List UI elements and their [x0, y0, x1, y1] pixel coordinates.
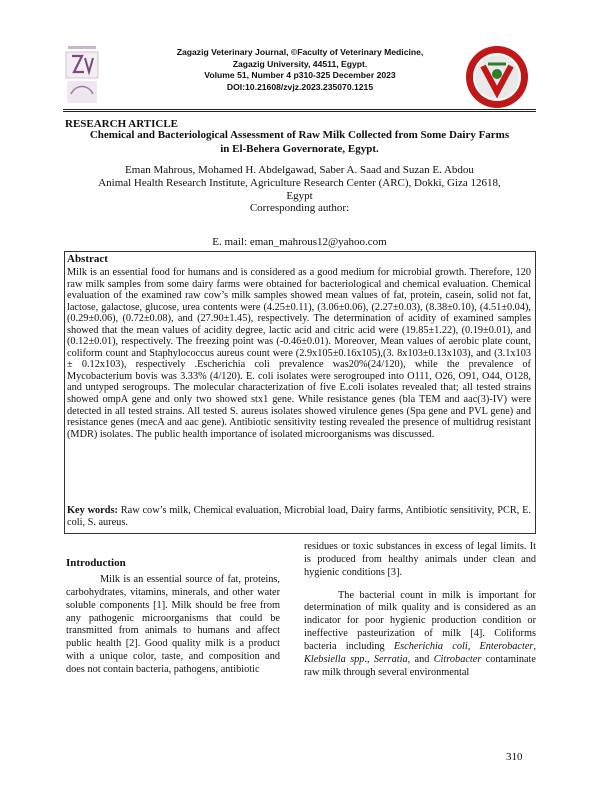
journal-header-line1: Zagazig Veterinary Journal, ©Faculty of Veterinary Medicine, [176, 47, 424, 57]
author-email: E. mail: eman_mahrous12@yahoo.com [212, 236, 387, 248]
authors: Eman Mahrous, Mohamed H. Abdelgawad, Saber A. Saad and Suzan E. Abdou [125, 164, 474, 176]
header-rule-bottom [63, 111, 536, 112]
faculty-crest-logo [458, 44, 536, 110]
intro-p2-sep1: , [467, 640, 480, 652]
intro-right-paragraph2 [304, 590, 536, 680]
introduction-left-column: Milk is an essential source of fat, proteins, carbohydrates, vitamins, minerals, and other water soluble components [1]. Milk should be free from any pathogenic microorganisms that could be transmitted from animals to humans and affect public health [2]. Good quality milk is a product with a unique color, taste, and composition and does not contain bacteria, pathogens, antibiotic [66, 574, 280, 675]
introduction-heading: Introduction [66, 557, 126, 569]
keywords-text: Raw cow’s milk, Chemical evaluation, Microbial load, Dairy farms, Antibiotic sensitivity, PCR, E. coli, S. aureus. [67, 505, 531, 528]
header-rule-top [63, 109, 536, 110]
affiliation-line1: Animal Health Research Institute, Agriculture Research Center (ARC), Dokki, Giza 12618, [98, 176, 501, 189]
corresponding-author: Corresponding author: [249, 202, 350, 215]
intro-p2-tail: contaminate raw milk through several environmental [304, 653, 536, 678]
introduction-right-column [304, 541, 536, 679]
author-block [63, 164, 536, 215]
page-number: 310 [506, 751, 523, 763]
species-klebsiella: Klebsiella spp [304, 653, 365, 665]
journal-header-line3: Volume 51, Number 4 p310-325 December 2023 [204, 70, 396, 81]
zvj-journal-logo-icon [64, 44, 100, 106]
species-serratia: Serratia [373, 653, 408, 665]
species-enterobacter: Enterobacter [479, 640, 534, 652]
intro-p2-sep2: , [533, 640, 537, 652]
intro-right-paragraph1: residues or toxic substances in excess of legal limits. It is produced from healthy animals under clean and hygienic conditions [3]. [304, 541, 536, 578]
keywords [67, 505, 531, 528]
affiliation-line2: Egypt [286, 189, 313, 202]
journal-header-line4: DOI:10.21608/zvjz.2023.235070.1215 [226, 81, 374, 92]
species-citrobacter: Citrobacter [433, 653, 482, 665]
intro-p2-sep4: , and [407, 653, 434, 665]
article-title-line2: in El-Behera Governorate, Egypt. [220, 142, 379, 155]
journal-header-line2: Zagazig University, 44511, Egypt. [232, 58, 368, 69]
abstract-text: Milk is an essential food for humans and is considered as a good medium for microbial growth. Therefore, 120 raw milk samples from some dairy farms were obtained for bacteriological and chemical evaluation. Chemical evaluation of the examined raw cow’s milk samples showed mean values of fat, protein, casein, solid not fat, lactose, galactose, glucose, urea contents were (4.25±0.11), (3.06±0.06), (2.27±0.03), (8.38±0.10), (4.51±0.04), (0.29±0.06), (0.72±0.08), and (27.90±1.45), respectively. The determination of acidity of examined samples showed that the mean values of acidity degree, lactic acid and citric acid were (19.85±1.22), (0.19±0.01), and (0.12±0.01), respectively. The freezing point was (-0.46±0.01). Moreover, Mean values of aerobic plate count, coliform count and Staphylococcus aureus count were (2.9x105±0.16x105),(3. 8x103±0.13x103), and (3.1x103 ± 0.12x103), respectively .Escherichia coli prevalence was20%(24/120), while the prevalence of Mycobacterium bovis was 3.33% (4/120). E. coli isolates were serogrouped into O111, O26, O91, O44, O128, and untyped serogroups. The molecular characterization of five E.coli isolates revealed that; all tested strains showed ompA gene and only two showed stx1 gene. While resistance genes (bla TEM and aac(3)-IV) were detected in all tested strains. All tested S. aureus isolates showed virulence genes (Spa gene and PVL gene) and resistance genes (mecA and aac gene). Antibiotic sensitivity testing revealed the presence of multidrug resistant (MDR) isolates. The public health importance of isolated microorganisms was discussed. [67, 267, 531, 440]
abstract-heading: Abstract [67, 253, 108, 265]
species-escherichia: Escherichia coli [393, 640, 468, 652]
keywords-label: Key words: [67, 505, 118, 516]
article-title [63, 129, 536, 156]
article-title-line1: Chemical and Bacteriological Assessment of Raw Milk Collected from Some Dairy Farms [89, 129, 510, 141]
intro-p2-text: The bacterial count in milk is important for determination of milk quality and is considered as an indicator for poor hygienic production condition or ineffective pasteurization of milk [4]. Coliforms bacteria including [304, 589, 536, 652]
journal-header [150, 47, 450, 93]
intro-p2-sep3: ., [364, 653, 374, 665]
zvj-journal-logo [64, 44, 100, 106]
article-type: RESEARCH ARTICLE [65, 118, 179, 130]
faculty-crest-icon [458, 44, 536, 110]
